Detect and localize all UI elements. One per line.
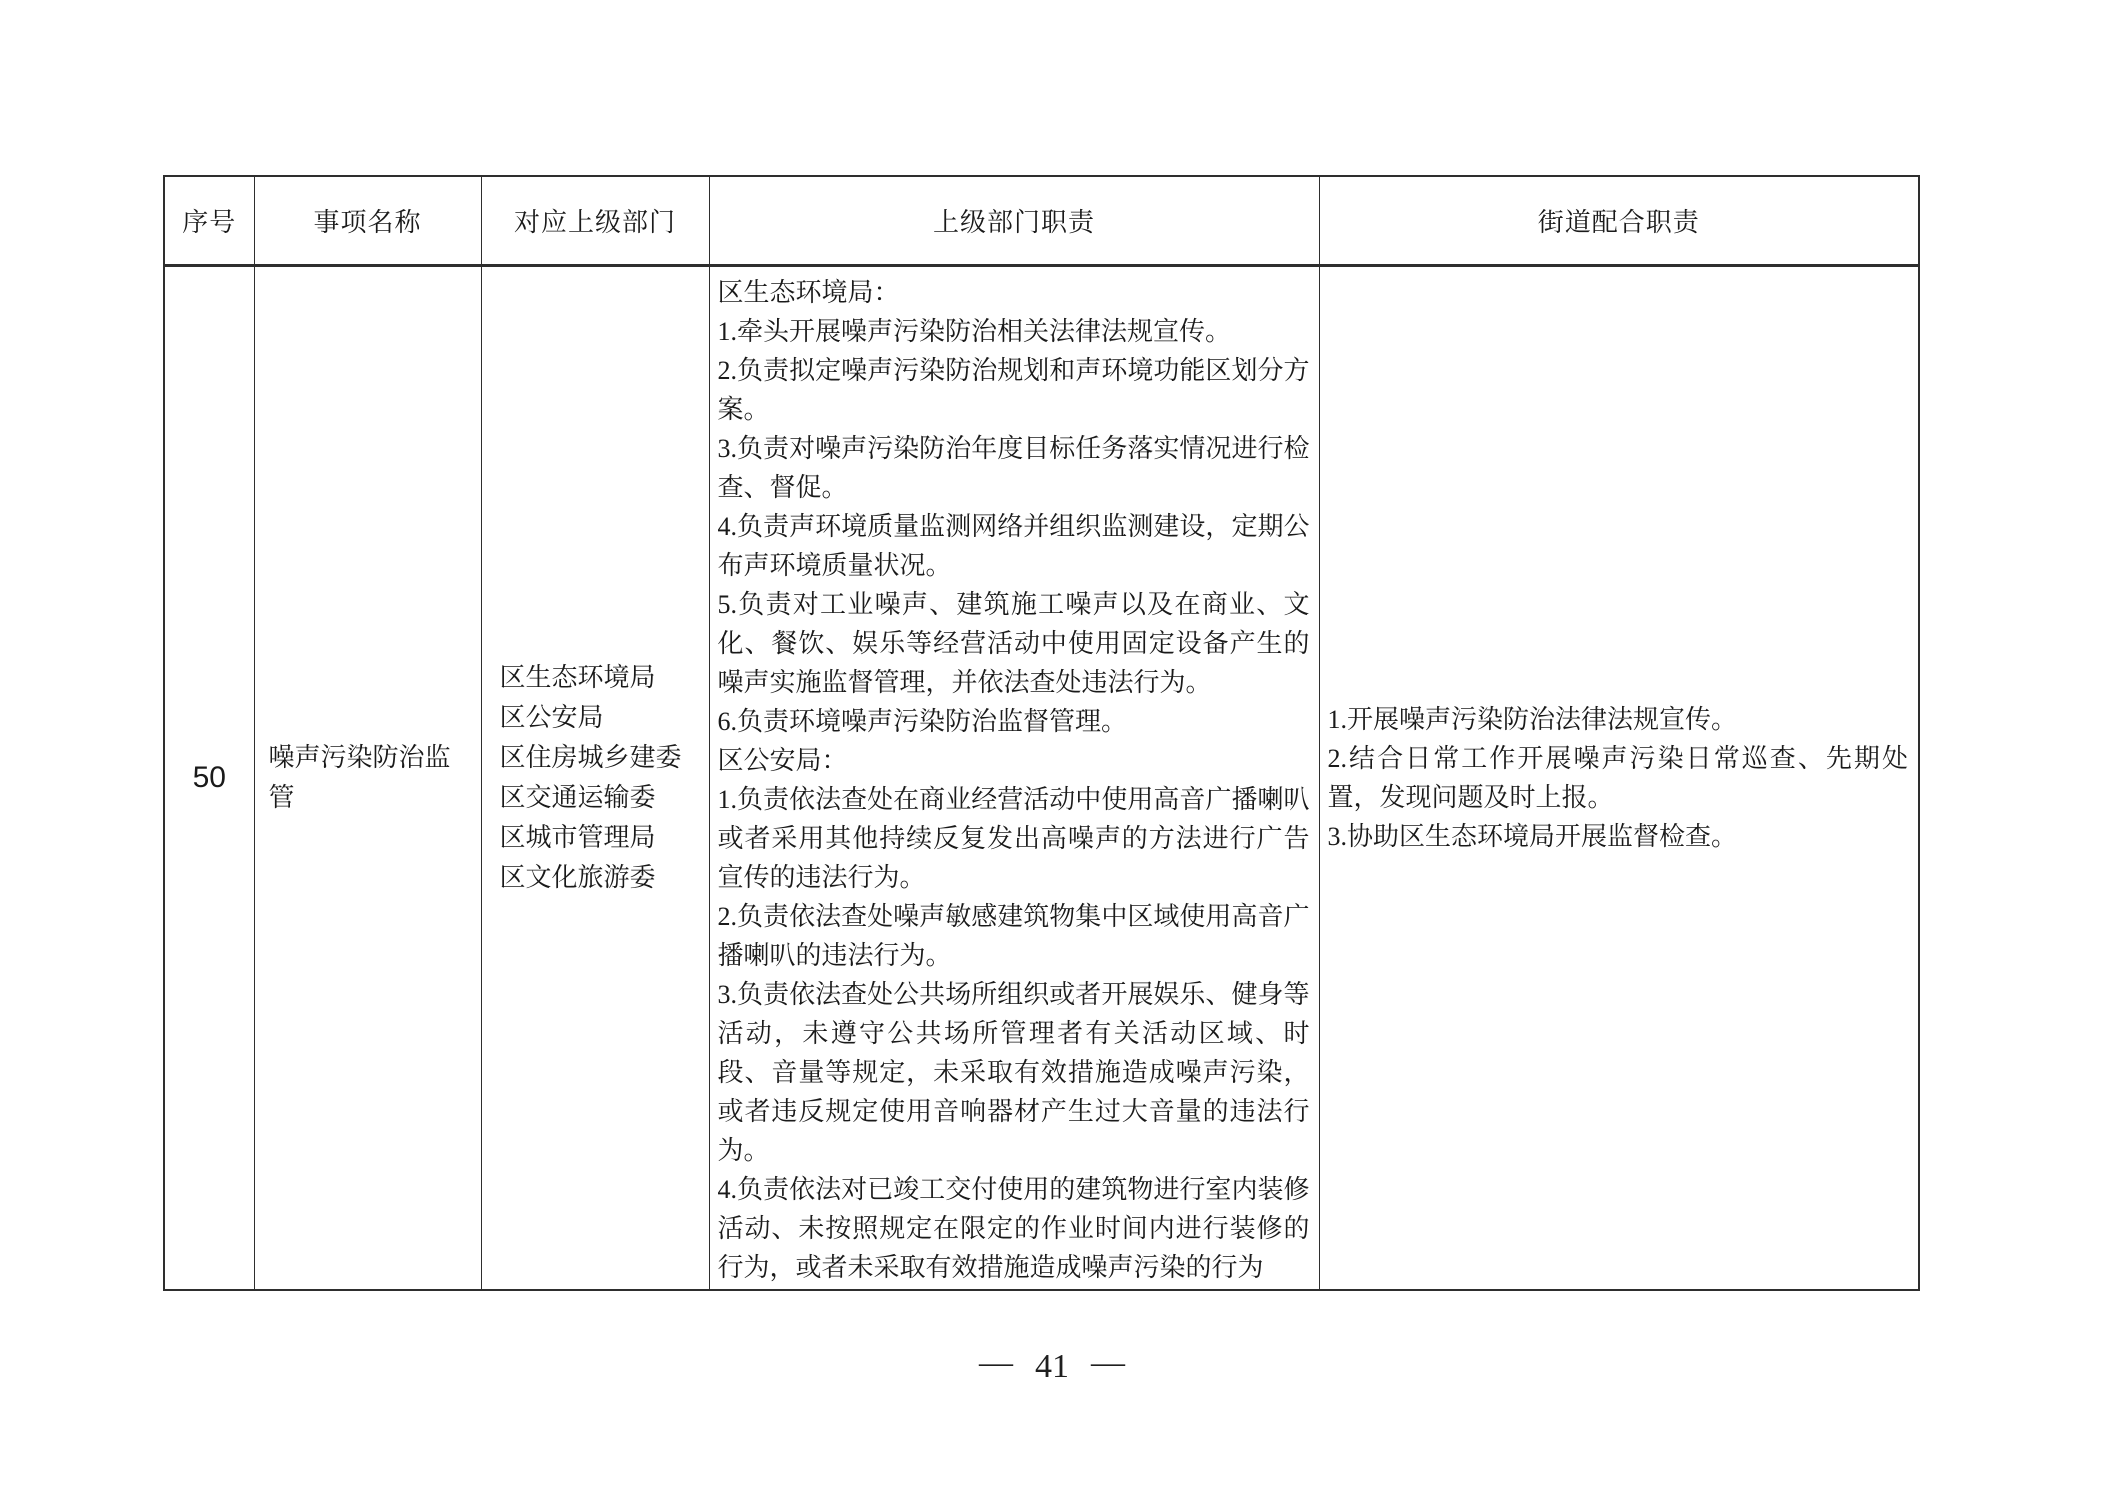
department-line: 区住房城乡建委 <box>499 742 682 772</box>
header-item-name: 事项名称 <box>254 176 481 266</box>
duty-paragraph: 6.负责环境噪声污染防治监督管理。 <box>717 707 1128 737</box>
header-street-duties: 街道配合职责 <box>1319 176 1919 266</box>
department-line: 区城市管理局 <box>499 822 656 852</box>
duty-paragraph: 4.负责依法对已竣工交付使用的建筑物进行室内装修活动、未按照规定在限定的作业时间内进行装修的行为，或者未采取有效措施造成噪声污染的行为 <box>717 1175 1310 1283</box>
department-line: 区交通运输委 <box>499 782 656 812</box>
header-superior-duties: 上级部门职责 <box>709 176 1319 266</box>
street-duty-paragraph: 2.结合日常工作开展噪声污染日常巡查、先期处置，发现问题及时上报。 <box>1327 743 1908 812</box>
cell-street-duties <box>1319 266 1919 1290</box>
cell-superior-duties <box>709 266 1319 1290</box>
page-number-right-dash: — <box>1091 1344 1125 1381</box>
duty-paragraph: 区公安局： <box>717 746 848 776</box>
cell-superior-departments <box>481 266 709 1290</box>
duty-paragraph: 2.负责依法查处噪声敏感建筑物集中区域使用高音广播喇叭的违法行为。 <box>717 902 1310 971</box>
duty-paragraph: 3.负责依法查处公共场所组织或者开展娱乐、健身等活动，未遵守公共场所管理者有关活动区域、时段、音量等规定，未采取有效措施造成噪声污染，或者违反规定使用音响器材产生过大音量的违法行为。 <box>717 980 1310 1166</box>
duty-paragraph: 2.负责拟定噪声污染防治规划和声环境功能区划分方案。 <box>717 356 1310 425</box>
page-number-value: 41 <box>1035 1348 1069 1385</box>
table-row <box>164 266 1919 1290</box>
duty-paragraph: 3.负责对噪声污染防治年度目标任务落实情况进行检查、督促。 <box>717 434 1310 503</box>
page-number <box>0 1344 2104 1386</box>
department-line: 区生态环境局 <box>499 662 656 692</box>
cell-sequence-number: 50 <box>164 266 254 1290</box>
street-duty-paragraph: 1.开展噪声污染防治法律法规宣传。 <box>1327 704 1738 734</box>
header-superior-departments: 对应上级部门 <box>481 176 709 266</box>
table-header-row <box>164 176 1919 266</box>
header-seq: 序号 <box>164 176 254 266</box>
duty-paragraph: 1.负责依法查处在商业经营活动中使用高音广播喇叭或者采用其他持续反复发出高噪声的方法进行广告宣传的违法行为。 <box>717 785 1310 893</box>
duty-paragraph: 1.牵头开展噪声污染防治相关法律法规宣传。 <box>717 317 1232 347</box>
department-line: 区文化旅游委 <box>499 862 656 892</box>
page-number-left-dash: — <box>979 1344 1013 1381</box>
cell-item-name: 噪声污染防治监管 <box>254 266 481 1290</box>
duty-paragraph: 4.负责声环境质量监测网络并组织监测建设，定期公布声环境质量状况。 <box>717 512 1310 581</box>
street-duty-paragraph: 3.协助区生态环境局开展监督检查。 <box>1327 821 1738 851</box>
duty-paragraph: 5.负责对工业噪声、建筑施工噪声以及在商业、文化、餐饮、娱乐等经营活动中使用固定设备产生的噪声实施监督管理，并依法查处违法行为。 <box>717 590 1310 698</box>
department-line: 区公安局 <box>499 702 604 732</box>
duty-paragraph: 区生态环境局： <box>717 278 900 308</box>
responsibilities-table <box>163 175 1920 1291</box>
